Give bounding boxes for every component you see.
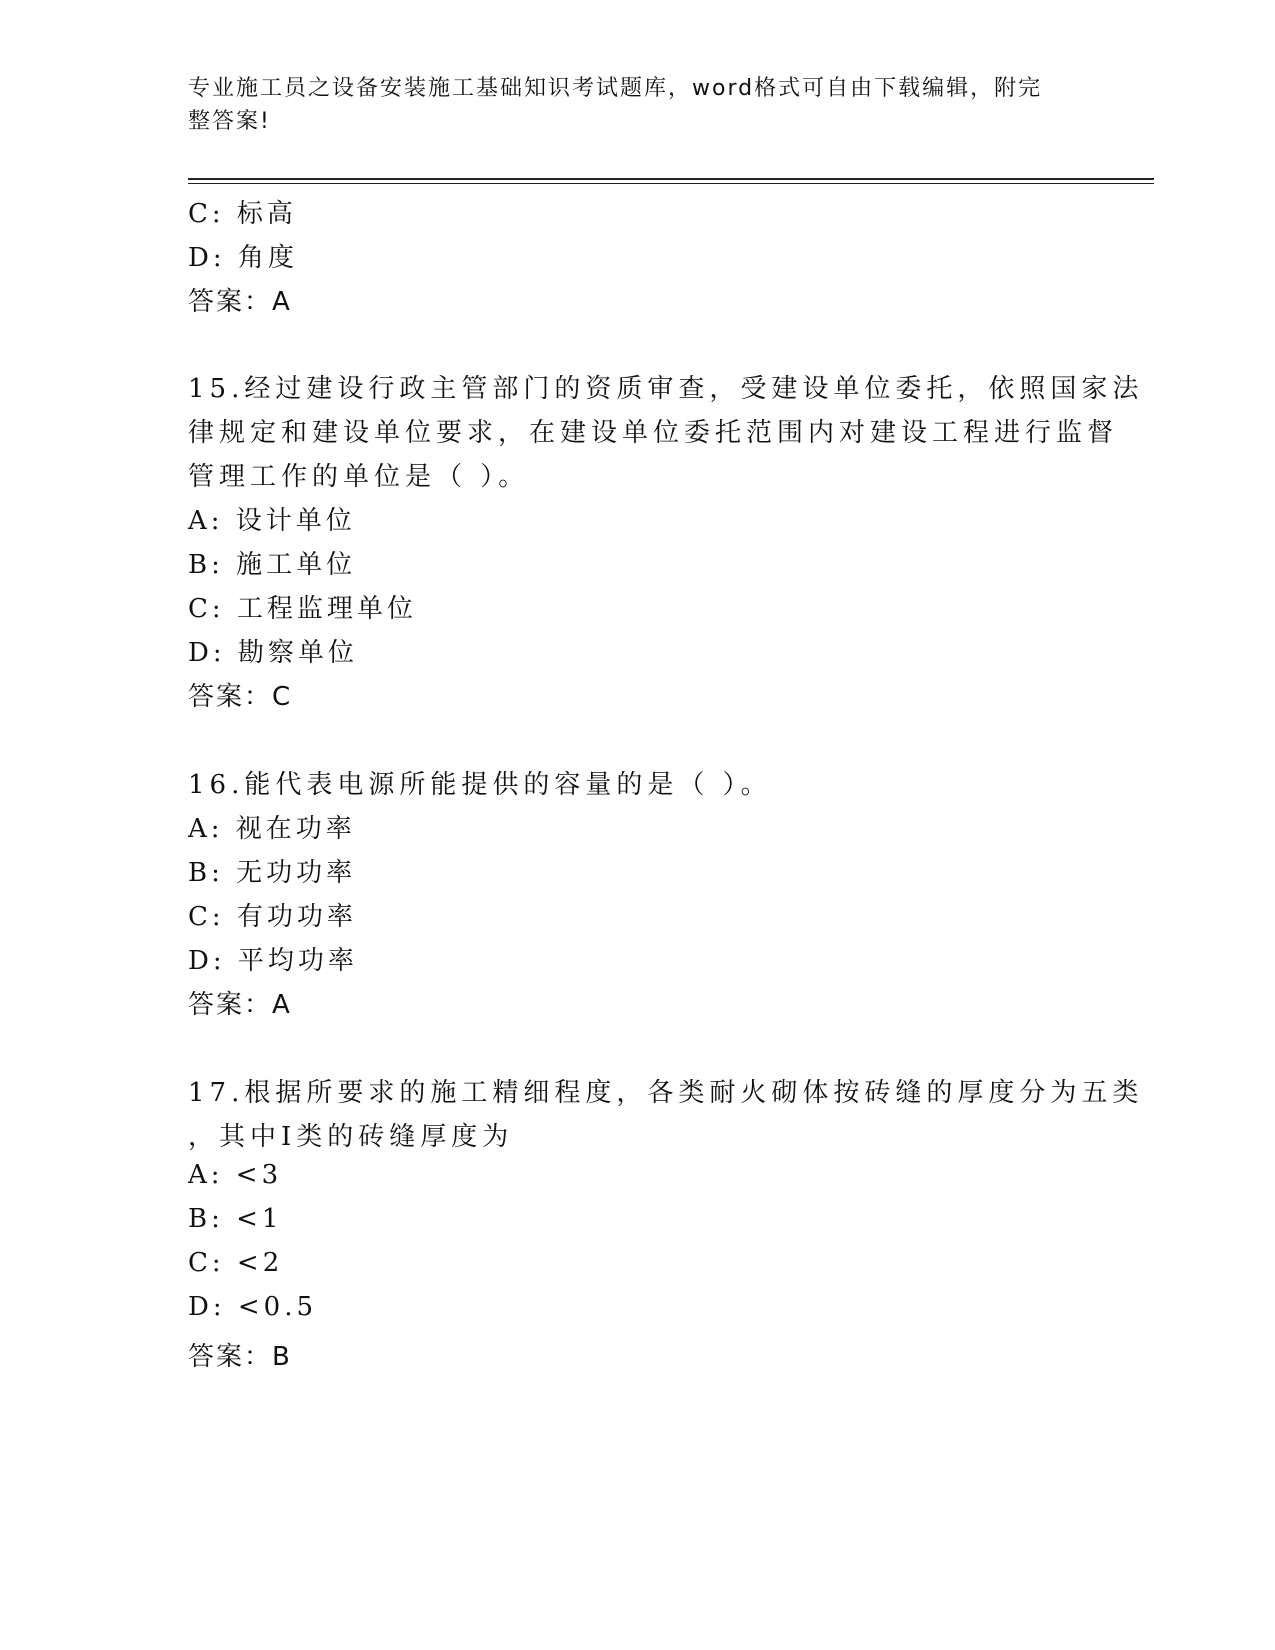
header-rule-thin bbox=[188, 183, 1154, 184]
header-line-2: 整答案! bbox=[188, 109, 271, 134]
question-15-line-1: 15.经过建设行政主管部门的资质审查，受建设单位委托，依照国家法 bbox=[188, 374, 1144, 404]
option-b: B: <1 bbox=[188, 1204, 283, 1234]
option-c: C: <2 bbox=[188, 1248, 284, 1278]
option-d: D: 角度 bbox=[188, 243, 298, 273]
document-header bbox=[188, 72, 1068, 138]
option-d: D: 勘察单位 bbox=[188, 638, 358, 668]
option-d: D: 平均功率 bbox=[188, 946, 358, 976]
option-a: A: 视在功率 bbox=[188, 814, 356, 844]
option-c: C: 标高 bbox=[188, 199, 297, 229]
answer-line: 答案：B bbox=[188, 1342, 292, 1372]
answer-line: 答案：A bbox=[188, 990, 292, 1020]
header-line-1: 专业施工员之设备安装施工基础知识考试题库，word格式可自由下载编辑，附完 bbox=[188, 76, 1043, 101]
question-17-line-2: ，其中Ⅰ类的砖缝厚度为 bbox=[188, 1122, 514, 1152]
question-17-line-1: 17.根据所要求的施工精细程度，各类耐火砌体按砖缝的厚度分为五类 bbox=[188, 1078, 1144, 1108]
option-b: B: 无功功率 bbox=[188, 858, 357, 888]
answer-line: 答案：C bbox=[188, 682, 293, 712]
question-15-line-3: 管理工作的单位是（ ）。 bbox=[188, 462, 530, 492]
question-16-line-1: 16.能代表电源所能提供的容量的是（ ）。 bbox=[188, 770, 772, 800]
option-d: D: <0.5 bbox=[188, 1292, 318, 1322]
option-a: A: 设计单位 bbox=[188, 506, 356, 536]
option-a: A: <3 bbox=[188, 1160, 283, 1190]
option-c: C: 有功功率 bbox=[188, 902, 357, 932]
option-c: C: 工程监理单位 bbox=[188, 594, 417, 624]
question-15-line-2: 律规定和建设单位要求，在建设单位委托范围内对建设工程进行监督 bbox=[188, 418, 1119, 448]
header-rule-thick bbox=[188, 178, 1154, 180]
option-b: B: 施工单位 bbox=[188, 550, 357, 580]
answer-line: 答案：A bbox=[188, 287, 292, 317]
